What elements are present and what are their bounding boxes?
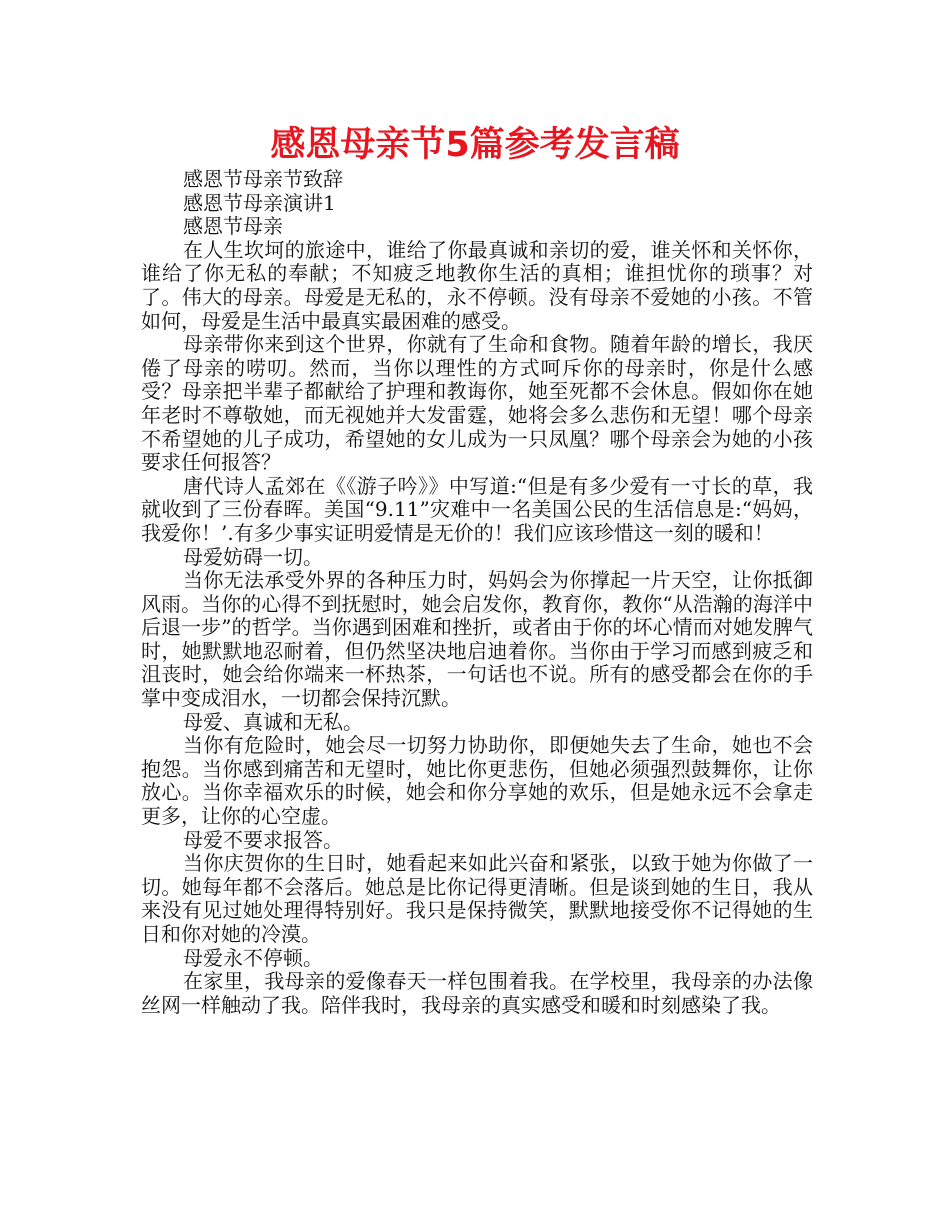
body-paragraph: 当你无法承受外界的各种压力时，妈妈会为你撑起一片天空，让你抵御风雨。当你的心得不到抚慰时，她会启发你，教育你，教你“从浩瀚的海洋中后退一步”的哲学。当你遇到困难和挫折，或者由于你的坏心情而对她发脾气时，她默默地忍耐着，但仍然坚决地启迪着你。当你由于学习而感到疲乏和沮丧时，她会给你端来一杯热茶，一句话也不说。所有的感受都会在你的手掌中变成泪水，一切都会保持沉默。 bbox=[141, 568, 813, 711]
body-paragraph: 当你庆贺你的生日时，她看起来如此兴奋和紧张，以致于她为你做了一切。她每年都不会落后。她总是比你记得更清晰。但是谈到她的生日，我从来没有见过她处理得特别好。我只是保持微笑，默默地接受你不记得她的生日和你对她的冷漠。 bbox=[141, 851, 813, 946]
body-paragraph: 母亲带你来到这个世界，你就有了生命和食物。随着年龄的增长，我厌倦了母亲的唠叨。然而，当你以理性的方式呵斥你的母亲时，你是什么感受？母亲把半辈子都献给了护理和教诲你，她至死都不会休息。假如你在她年老时不尊敬她，而无视她并大发雷霆，她将会多么悲伤和无望！哪个母亲不希望她的儿子成功，希望她的女儿成为一只凤凰？哪个母亲会为她的小孩要求任何报答？ bbox=[141, 332, 813, 475]
body-paragraph: 唐代诗人孟郊在《《游子吟》》中写道:“但是有多少爱有一寸长的草，我就收到了三份春晖。美国“9.11”灾难中一名美国公民的生活信息是:“妈妈，我爱你！’.有多少事实证明爱情是无价的！我们应该珍惜这一刻的暖和！ bbox=[141, 473, 813, 545]
document-body bbox=[141, 168, 813, 1017]
section-heading: 母爱、真诚和无私。 bbox=[183, 709, 363, 734]
body-paragraph: 当你有危险时，她会尽一切努力协助你，即便她失去了生命，她也不会抱怨。当你感到痛苦和无望时，她比你更悲伤，但她必须强烈鼓舞你，让你放心。当你幸福欢乐的时候，她会和你分享她的欢乐，但是她永远不会拿走更多，让你的心空虚。 bbox=[141, 733, 813, 829]
subtitle-line: 感恩节母亲 bbox=[183, 214, 283, 239]
section-heading: 母爱永不停顿。 bbox=[183, 945, 323, 970]
section-heading: 母爱妨碍一切。 bbox=[183, 544, 323, 569]
subtitle-line: 感恩节母亲节致辞 bbox=[183, 167, 343, 191]
body-paragraph: 在人生坎坷的旅途中，谁给了你最真诚和亲切的爱，谁关怀和关怀你，谁给了你无私的奉献；不知疲乏地教你生活的真相；谁担忧你的琐事？对了。伟大的母亲。母爱是无私的，永不停顿。没有母亲不爱她的小孩。不管如何，母爱是生活中最真实最困难的感受。 bbox=[141, 237, 813, 333]
body-paragraph: 在家里，我母亲的爱像春天一样包围着我。在学校里，我母亲的办法像丝网一样触动了我。陪伴我时，我母亲的真实感受和暖和时刻感染了我。 bbox=[141, 969, 813, 1017]
section-heading: 母爱不要求报答。 bbox=[183, 827, 343, 852]
subtitle-line: 感恩节母亲演讲1 bbox=[183, 190, 336, 215]
page-title: 感恩母亲节5篇参考发言稿 bbox=[270, 125, 680, 165]
